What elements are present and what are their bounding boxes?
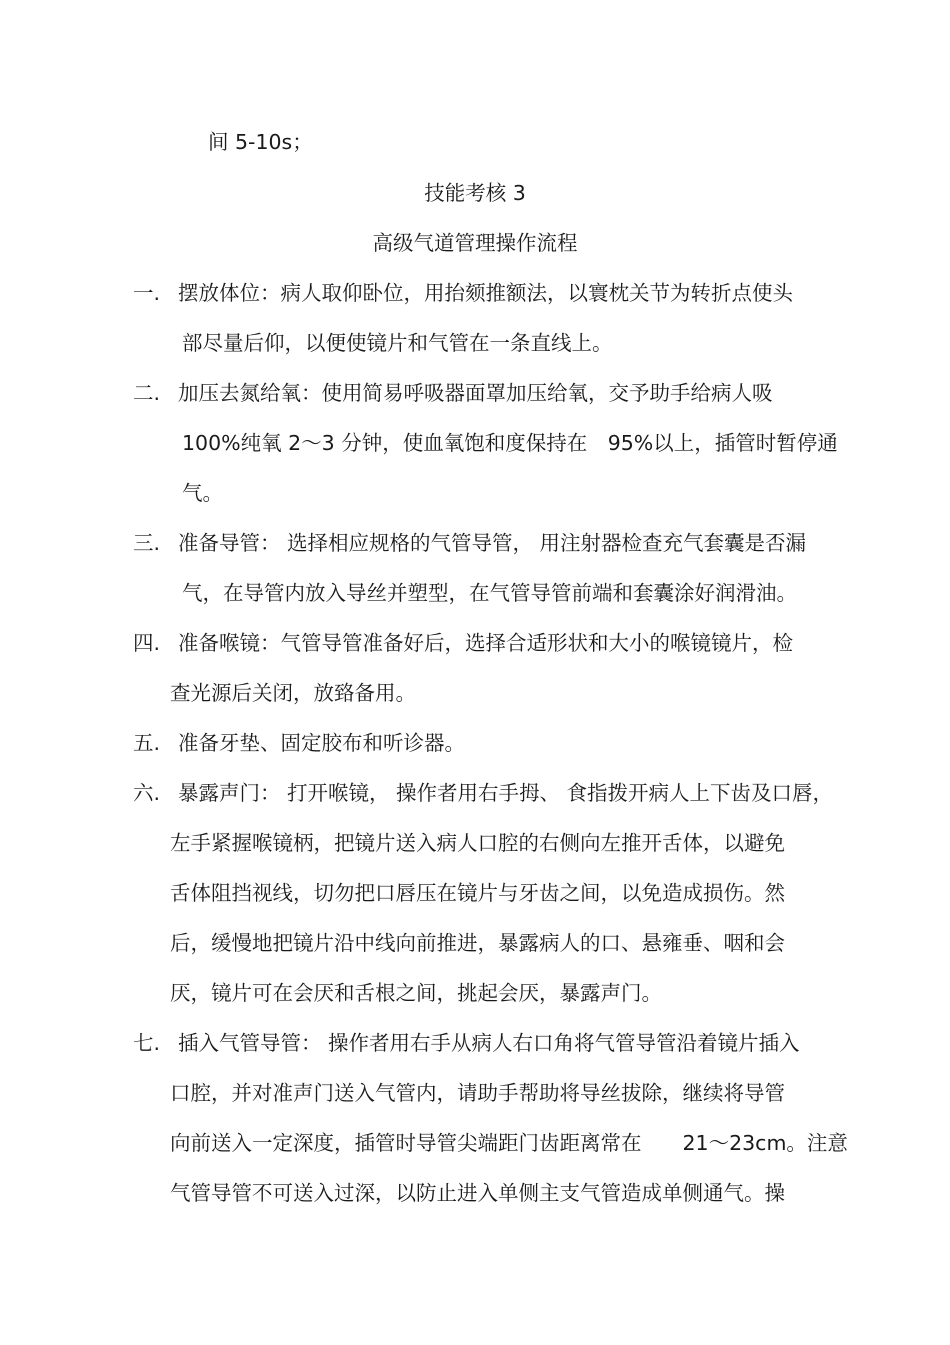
continuation-text: 间 5-10s； [208, 130, 313, 154]
step-number: 一. [133, 281, 161, 305]
step-number: 三. [133, 531, 161, 555]
step-text-line: 后，缓慢地把镜片沿中线向前推进，暴露病人的口、悬雍垂、咽和会 [170, 931, 785, 955]
step-number: 二. [133, 381, 161, 405]
step-text-line: 左手紧握喉镜柄，把镜片送入病人口腔的右侧向左推开舌体，以避免 [170, 831, 785, 855]
step-text-line: 摆放体位：病人取仰卧位，用抬颏推额法，以寰枕关节为转折点使头 [178, 281, 793, 305]
step-text-line: 插入气管导管： 操作者用右手从病人右口角将气管导管沿着镜片插入 [178, 1031, 800, 1055]
step-text-line: 准备导管： 选择相应规格的气管导管， 用注射器检查充气套囊是否漏 [178, 531, 807, 555]
step-text-line: 气管导管不可送入过深，以防止进入单侧主支气管造成单侧通气。操 [170, 1181, 785, 1205]
step-text-line: 气，在导管内放入导丝并塑型，在气管导管前端和套囊涂好润滑油。 [182, 581, 797, 605]
step-number: 五. [133, 731, 161, 755]
section-subtitle: 高级气道管理操作流程 [372, 231, 578, 255]
section-title: 技能考核 3 [424, 181, 526, 205]
step-number: 七. [133, 1031, 161, 1055]
step-text-line: 暴露声门： 打开喉镜， 操作者用右手拇、 食指拨开病人上下齿及口唇， [178, 781, 834, 805]
step-text-line: 100%纯氧 2～3 分钟，使血氧饱和度保持在 95%以上，插管时暂停通 [182, 431, 838, 455]
step-text-line: 向前送入一定深度，插管时导管尖端距门齿距离常在 21～23cm。注意 [170, 1131, 848, 1155]
step-text-line: 口腔，并对准声门送入气管内，请助手帮助将导丝拔除，继续将导管 [170, 1081, 785, 1105]
step-text-line: 舌体阻挡视线，切勿把口唇压在镜片与牙齿之间，以免造成损伤。然 [170, 881, 785, 905]
step-text-line: 准备喉镜：气管导管准备好后，选择合适形状和大小的喉镜镜片，检 [178, 631, 793, 655]
step-text-line: 查光源后关闭，放臵备用。 [170, 681, 416, 705]
step-text-line: 准备牙垫、固定胶布和听诊器。 [178, 731, 465, 755]
step-text-line: 部尽量后仰，以便使镜片和气管在一条直线上。 [182, 331, 613, 355]
step-number: 四. [133, 631, 161, 655]
step-number: 六. [133, 781, 161, 805]
step-text-line: 气。 [182, 481, 223, 505]
step-text-line: 加压去氮给氧：使用简易呼吸器面罩加压给氧，交予助手给病人吸 [178, 381, 773, 405]
step-text-line: 厌，镜片可在会厌和舌根之间，挑起会厌，暴露声门。 [170, 981, 662, 1005]
